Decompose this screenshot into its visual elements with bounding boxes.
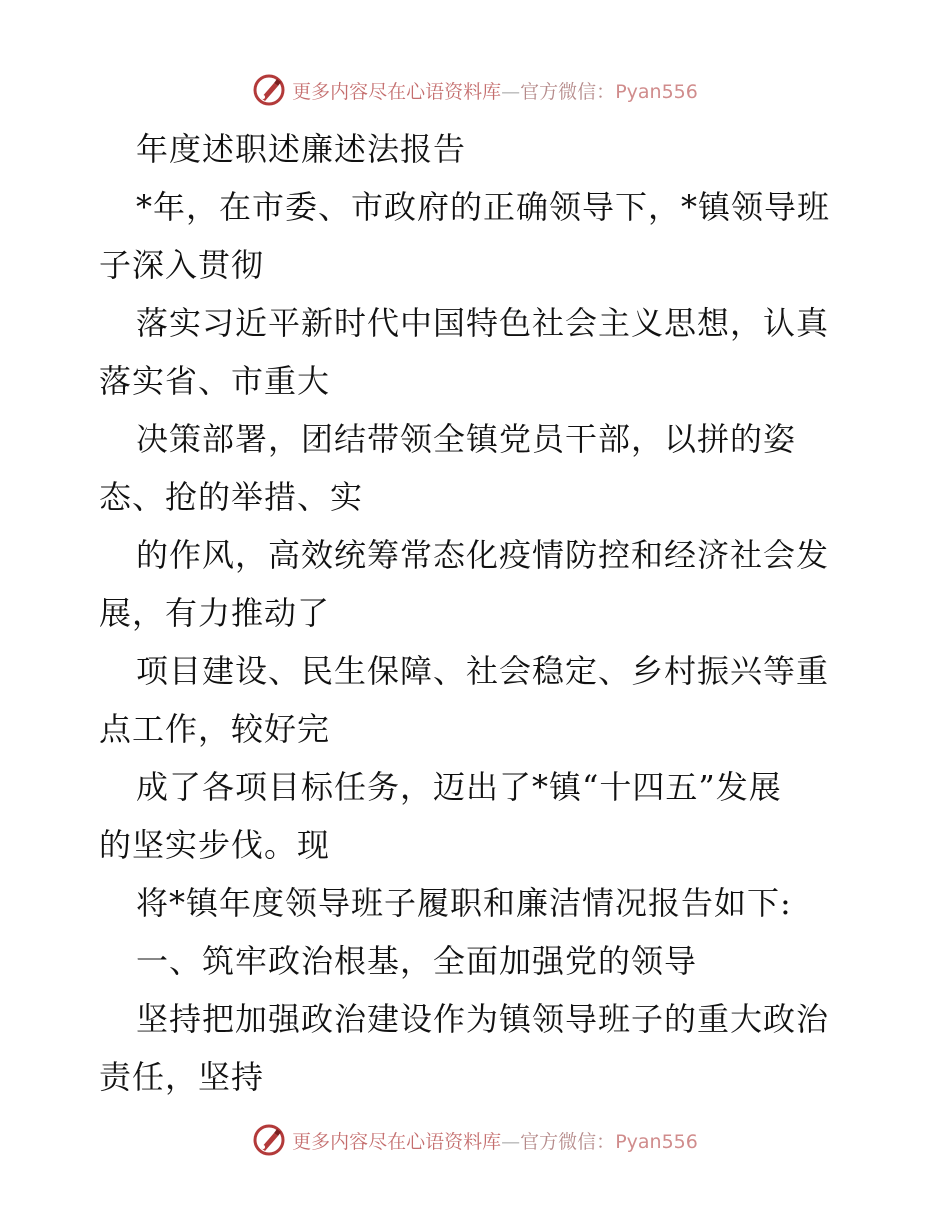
doc-line: 的作风，高效统筹常态化疫情防控和经济社会发 [136,536,830,574]
pen-logo-icon [252,1123,286,1157]
doc-line: 坚持把加强政治建设作为镇领导班子的重大政治 [136,1000,830,1038]
watermark-text: 更多内容尽在心语资料库—官方微信：Pyan556 [292,1130,698,1153]
doc-line: 子深入贯彻 [99,246,265,284]
pen-logo-icon [252,73,286,107]
doc-line: 项目建设、民生保障、社会稳定、乡村振兴等重 [136,652,830,690]
doc-line: 将*镇年度领导班子履职和廉洁情况报告如下: [136,884,792,922]
doc-line: 责任，坚持 [99,1058,265,1096]
doc-line: 展，有力推动了 [99,594,331,632]
doc-line: 态、抢的举措、实 [99,478,364,516]
section-heading: 一、筑牢政治根基，全面加强党的领导 [136,942,698,980]
header-watermark [0,70,950,110]
doc-title: 年度述职述廉述法报告 [136,130,467,168]
doc-line: 落实省、市重大 [99,362,331,400]
footer-watermark [0,1120,950,1160]
document-body [99,120,859,1106]
doc-line: 决策部署，团结带领全镇党员干部，以拼的姿 [136,420,797,458]
doc-line: *年，在市委、市政府的正确领导下，*镇领导班 [136,188,831,226]
doc-line: 的坚实步伐。现 [99,826,331,864]
doc-line: 点工作，较好完 [99,710,331,748]
watermark-text: 更多内容尽在心语资料库—官方微信：Pyan556 [292,80,698,103]
doc-line: 成了各项目标任务，迈出了*镇“十四五”发展 [136,768,782,806]
doc-line: 落实习近平新时代中国特色社会主义思想，认真 [136,304,830,342]
